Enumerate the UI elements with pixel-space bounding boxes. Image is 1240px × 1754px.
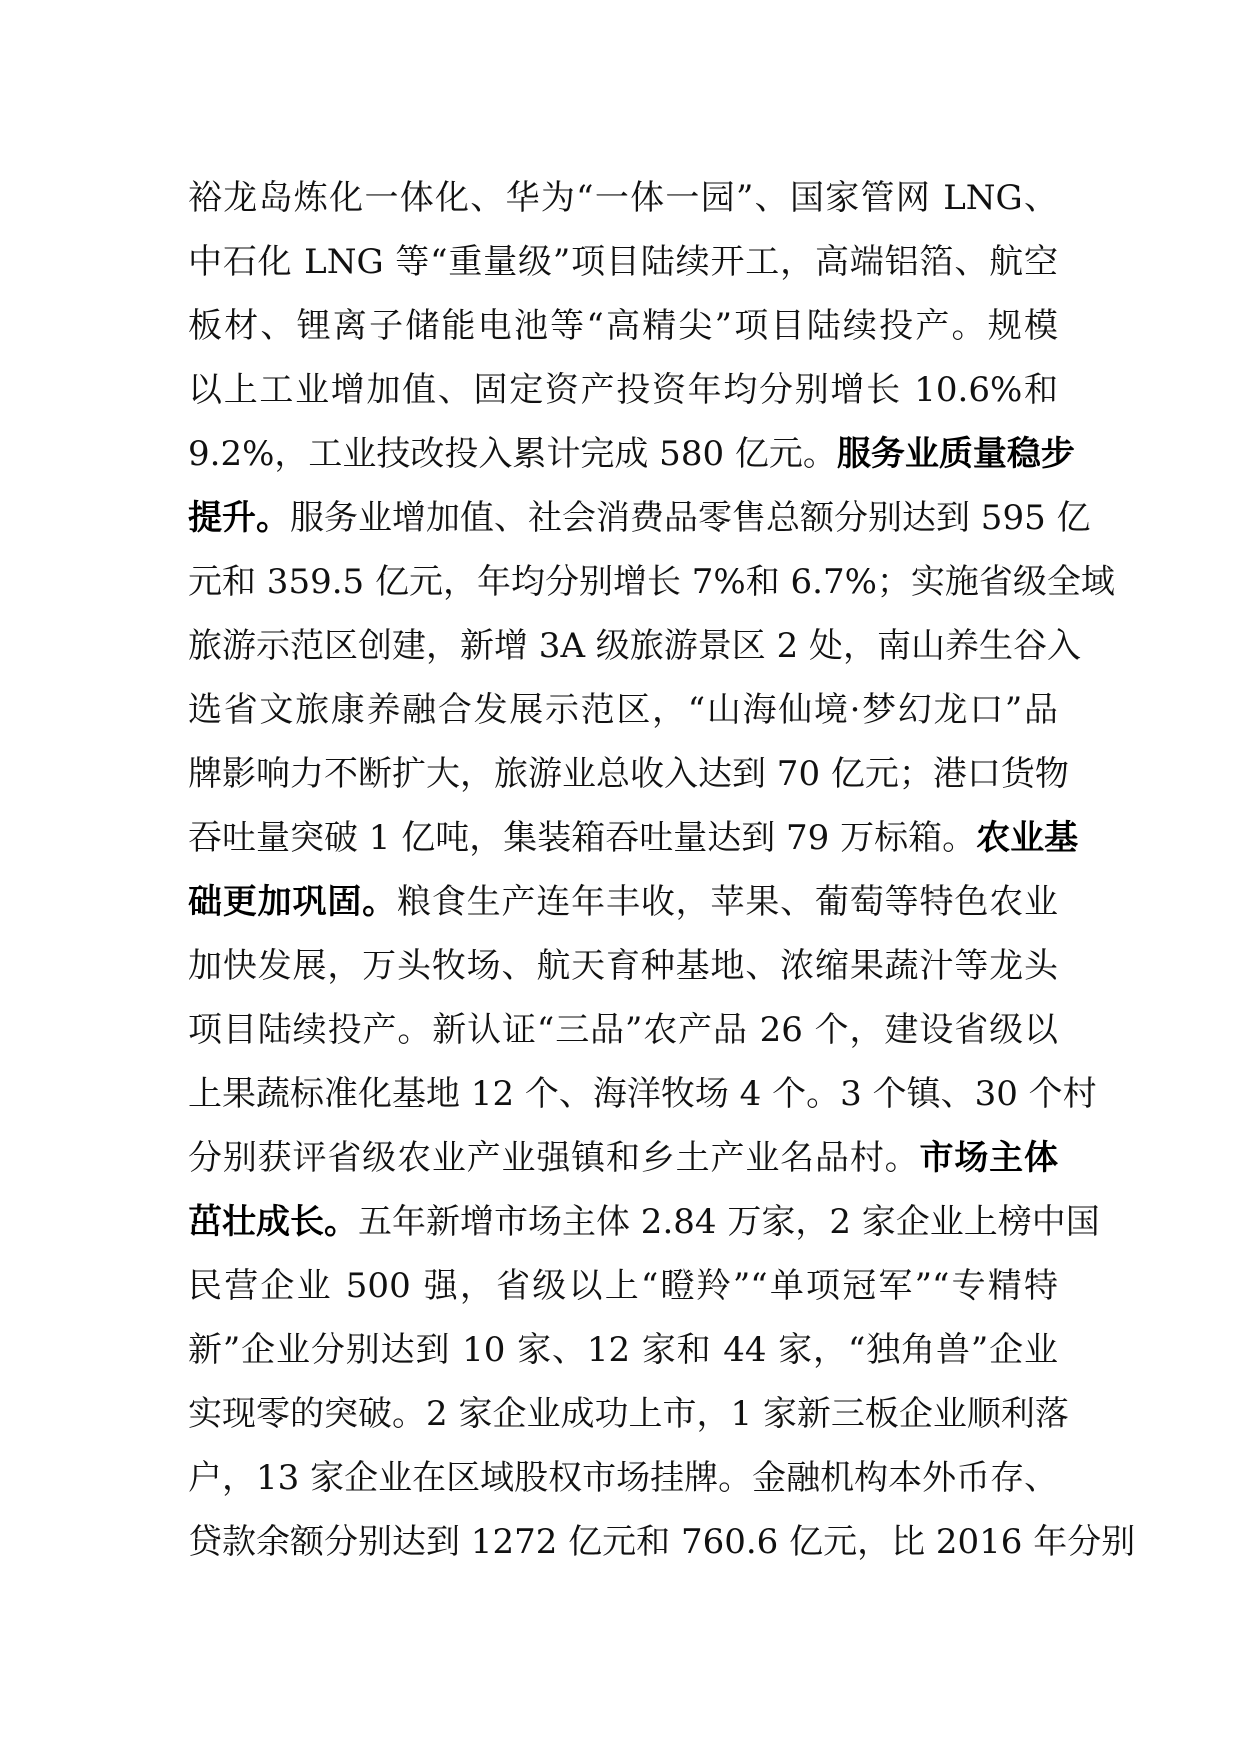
text-run: 中石化 LNG 等“重量级”项目陆续开工，高端铝箔、航空 <box>188 242 1058 282</box>
text-line <box>188 870 1058 934</box>
text-run: 粮食生产连年丰收，苹果、葡萄等特色农业 <box>397 882 1058 922</box>
text-run: 服务业增加值、社会消费品零售总额分别达到 595 亿 <box>290 498 1091 538</box>
text-run: 9.2%，工业技改投入累计完成 580 亿元。 <box>188 434 837 474</box>
text-line <box>188 550 1115 614</box>
body-paragraph <box>188 166 1136 1574</box>
bold-heading-run: 服务业质量稳步 <box>836 434 1075 474</box>
bold-heading-run: 农业基 <box>976 818 1079 858</box>
text-run: 元和 359.5 亿元，年均分别增长 7%和 6.7%；实施省级全域 <box>188 562 1115 602</box>
text-line <box>188 166 1058 230</box>
text-run: 裕龙岛炼化一体化、华为“一体一园”、国家管网 LNG、 <box>188 178 1058 218</box>
text-run: 五年新增市场主体 2.84 万家，2 家企业上榜中国 <box>358 1202 1100 1242</box>
text-line <box>188 1126 1058 1190</box>
bold-heading-run: 市场主体 <box>919 1138 1058 1178</box>
text-run: 户，13 家企业在区域股权市场挂牌。金融机构本外币存、 <box>188 1458 1059 1498</box>
text-line <box>188 614 1082 678</box>
text-run: 新”企业分别达到 10 家、12 家和 44 家，“独角兽”企业 <box>188 1330 1058 1370</box>
bold-heading-run: 提升。 <box>188 498 290 538</box>
text-run: 项目陆续投产。新认证“三品”农产品 26 个，建设省级以 <box>188 1010 1058 1050</box>
text-line <box>188 1318 1058 1382</box>
text-line <box>188 1190 1100 1254</box>
text-line <box>188 1446 1058 1510</box>
text-line <box>188 678 1058 742</box>
text-run: 吞吐量突破 1 亿吨，集装箱吞吐量达到 79 万标箱。 <box>188 818 977 858</box>
text-line <box>188 422 1075 486</box>
text-run: 民营企业 500 强，省级以上“瞪羚”“单项冠军”“专精特 <box>188 1266 1058 1306</box>
text-line <box>188 294 1058 358</box>
text-run: 贷款余额分别达到 1272 亿元和 760.6 亿元，比 2016 年分别 <box>188 1522 1136 1562</box>
text-run: 牌影响力不断扩大，旅游业总收入达到 70 亿元；港口货物 <box>188 754 1069 794</box>
text-line <box>188 1510 1136 1574</box>
text-line <box>188 486 1091 550</box>
text-line <box>188 742 1069 806</box>
text-run: 分别获评省级农业产业强镇和乡土产业名品村。 <box>188 1138 920 1178</box>
text-run: 加快发展，万头牧场、航天育种基地、浓缩果蔬汁等龙头 <box>188 946 1058 986</box>
text-run: 板材、锂离子储能电池等“高精尖”项目陆续投产。规模 <box>188 306 1058 346</box>
text-run: 选省文旅康养融合发展示范区，“山海仙境·梦幻龙口”品 <box>188 690 1058 730</box>
text-run: 旅游示范区创建，新增 3A 级旅游景区 2 处，南山养生谷入 <box>188 626 1082 666</box>
text-line <box>188 1254 1058 1318</box>
text-line <box>188 230 1058 294</box>
bold-heading-run: 茁壮成长。 <box>188 1202 358 1242</box>
text-line <box>188 998 1058 1062</box>
bold-heading-run: 础更加巩固。 <box>188 882 397 922</box>
text-line <box>188 1382 1069 1446</box>
text-line <box>188 1062 1097 1126</box>
text-run: 实现零的突破。2 家企业成功上市，1 家新三板企业顺利落 <box>188 1394 1069 1434</box>
text-run: 上果蔬标准化基地 12 个、海洋牧场 4 个。3 个镇、30 个村 <box>188 1074 1097 1114</box>
text-line <box>188 358 1058 422</box>
text-line <box>188 806 1079 870</box>
text-line <box>188 934 1058 998</box>
text-run: 以上工业增加值、固定资产投资年均分别增长 10.6%和 <box>188 370 1058 410</box>
